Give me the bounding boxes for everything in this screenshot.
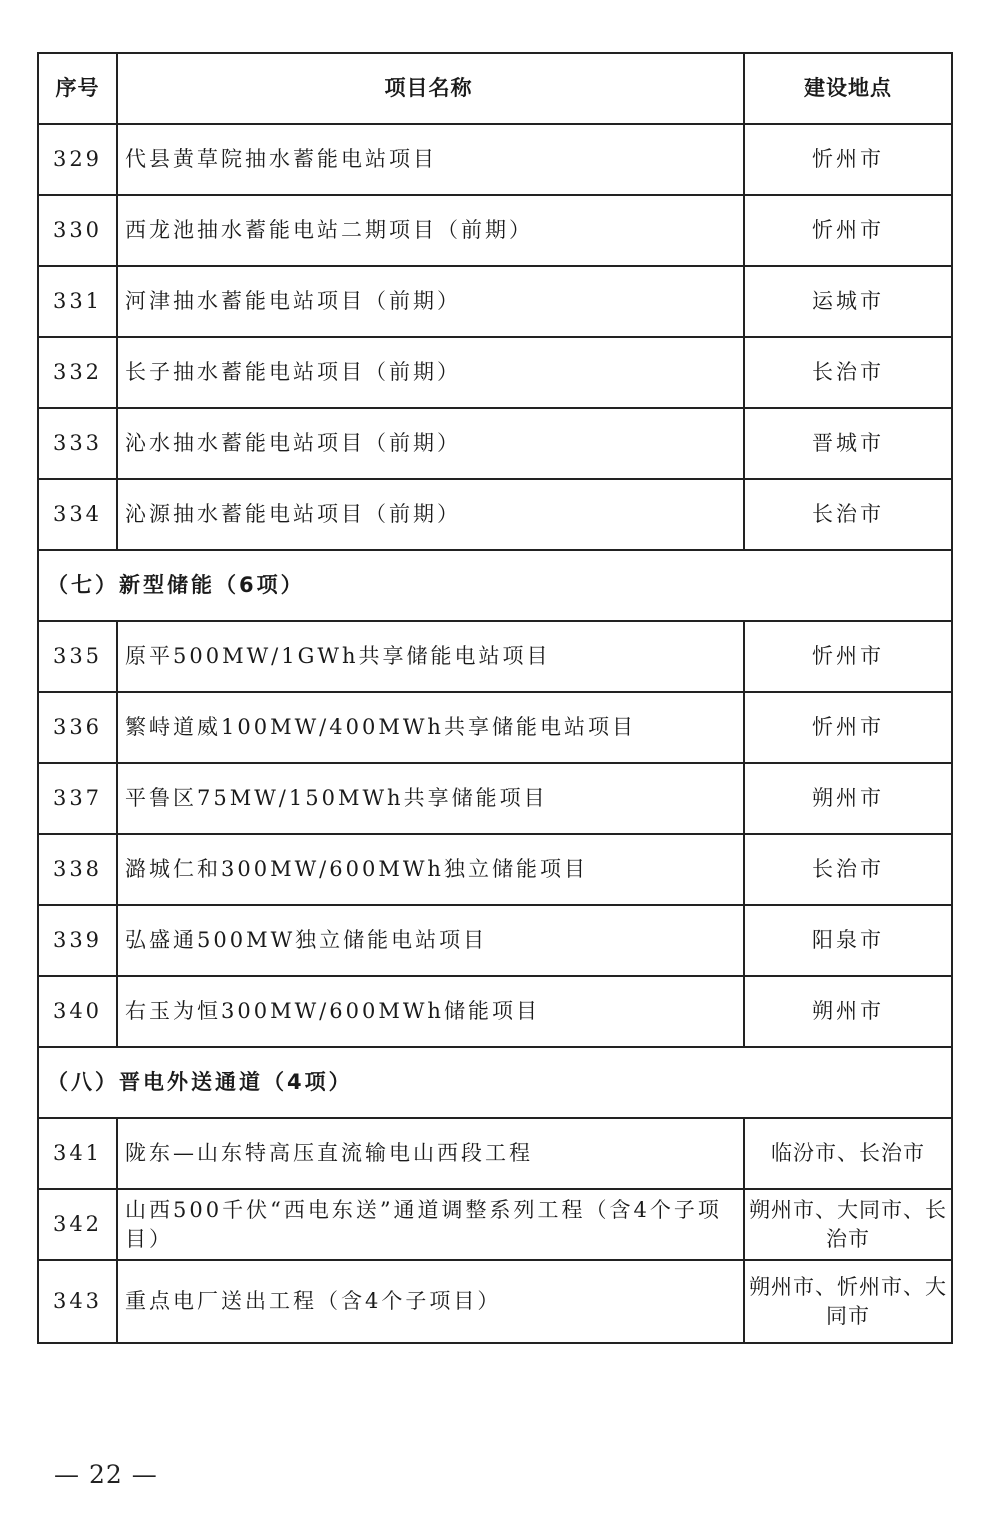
- row-name: 平鲁区75MW/150MWh共享储能项目: [117, 763, 744, 834]
- table-row: [38, 195, 952, 266]
- table-row: [38, 976, 952, 1047]
- row-location: 朔州市、忻州市、大同市: [744, 1260, 952, 1343]
- row-name: 弘盛通500MW独立储能电站项目: [117, 905, 744, 976]
- row-location: 朔州市、大同市、长治市: [744, 1189, 952, 1260]
- row-name: 代县黄草院抽水蓄能电站项目: [117, 124, 744, 195]
- row-no: 332: [38, 337, 117, 408]
- table-row: [38, 905, 952, 976]
- table-row: [38, 621, 952, 692]
- header-location: 建设地点: [744, 53, 952, 124]
- row-name: 潞城仁和300MW/600MWh独立储能项目: [117, 834, 744, 905]
- page-number: — 22 —: [54, 1460, 158, 1489]
- table-row: [38, 834, 952, 905]
- table-row: [38, 692, 952, 763]
- row-location: 忻州市: [744, 692, 952, 763]
- row-name: 原平500MW/1GWh共享储能电站项目: [117, 621, 744, 692]
- table-row: [38, 266, 952, 337]
- section-title-power-transmission: （八）晋电外送通道（4项）: [38, 1047, 952, 1118]
- row-location: 阳泉市: [744, 905, 952, 976]
- row-name: 山西500千伏“西电东送”通道调整系列工程（含4个子项目）: [117, 1189, 744, 1260]
- row-no: 339: [38, 905, 117, 976]
- table-row: [38, 337, 952, 408]
- row-no: 331: [38, 266, 117, 337]
- row-name: 长子抽水蓄能电站项目（前期）: [117, 337, 744, 408]
- row-no: 343: [38, 1260, 117, 1343]
- row-no: 330: [38, 195, 117, 266]
- table-row: [38, 1118, 952, 1189]
- row-location: 朔州市: [744, 763, 952, 834]
- row-name: 河津抽水蓄能电站项目（前期）: [117, 266, 744, 337]
- row-name: 陇东—山东特高压直流输电山西段工程: [117, 1118, 744, 1189]
- header-name: 项目名称: [117, 53, 744, 124]
- row-location: 忻州市: [744, 621, 952, 692]
- row-no: 329: [38, 124, 117, 195]
- row-no: 340: [38, 976, 117, 1047]
- row-no: 336: [38, 692, 117, 763]
- row-location: 忻州市: [744, 195, 952, 266]
- row-name: 西龙池抽水蓄能电站二期项目（前期）: [117, 195, 744, 266]
- row-location: 朔州市: [744, 976, 952, 1047]
- row-location: 长治市: [744, 834, 952, 905]
- section-title-new-energy-storage: （七）新型储能（6项）: [38, 550, 952, 621]
- row-name: 沁源抽水蓄能电站项目（前期）: [117, 479, 744, 550]
- table-row: [38, 408, 952, 479]
- row-no: 335: [38, 621, 117, 692]
- row-name: 重点电厂送出工程（含4个子项目）: [117, 1260, 744, 1343]
- row-location: 忻州市: [744, 124, 952, 195]
- row-no: 338: [38, 834, 117, 905]
- row-location: 长治市: [744, 337, 952, 408]
- row-no: 342: [38, 1189, 117, 1260]
- row-no: 337: [38, 763, 117, 834]
- table-row: [38, 763, 952, 834]
- table-row: [38, 1260, 952, 1343]
- row-location: 晋城市: [744, 408, 952, 479]
- row-location: 临汾市、长治市: [744, 1118, 952, 1189]
- row-location: 运城市: [744, 266, 952, 337]
- table-row: [38, 124, 952, 195]
- row-name: 沁水抽水蓄能电站项目（前期）: [117, 408, 744, 479]
- row-no: 334: [38, 479, 117, 550]
- row-no: 341: [38, 1118, 117, 1189]
- row-location: 长治市: [744, 479, 952, 550]
- row-no: 333: [38, 408, 117, 479]
- table-row: [38, 479, 952, 550]
- row-name: 右玉为恒300MW/600MWh储能项目: [117, 976, 744, 1047]
- row-name: 繁峙道威100MW/400MWh共享储能电站项目: [117, 692, 744, 763]
- header-no: 序号: [38, 53, 117, 124]
- table-row: [38, 1189, 952, 1260]
- section-row: [38, 1047, 952, 1118]
- project-table: [37, 52, 953, 1344]
- section-row: [38, 550, 952, 621]
- table-header-row: [38, 53, 952, 124]
